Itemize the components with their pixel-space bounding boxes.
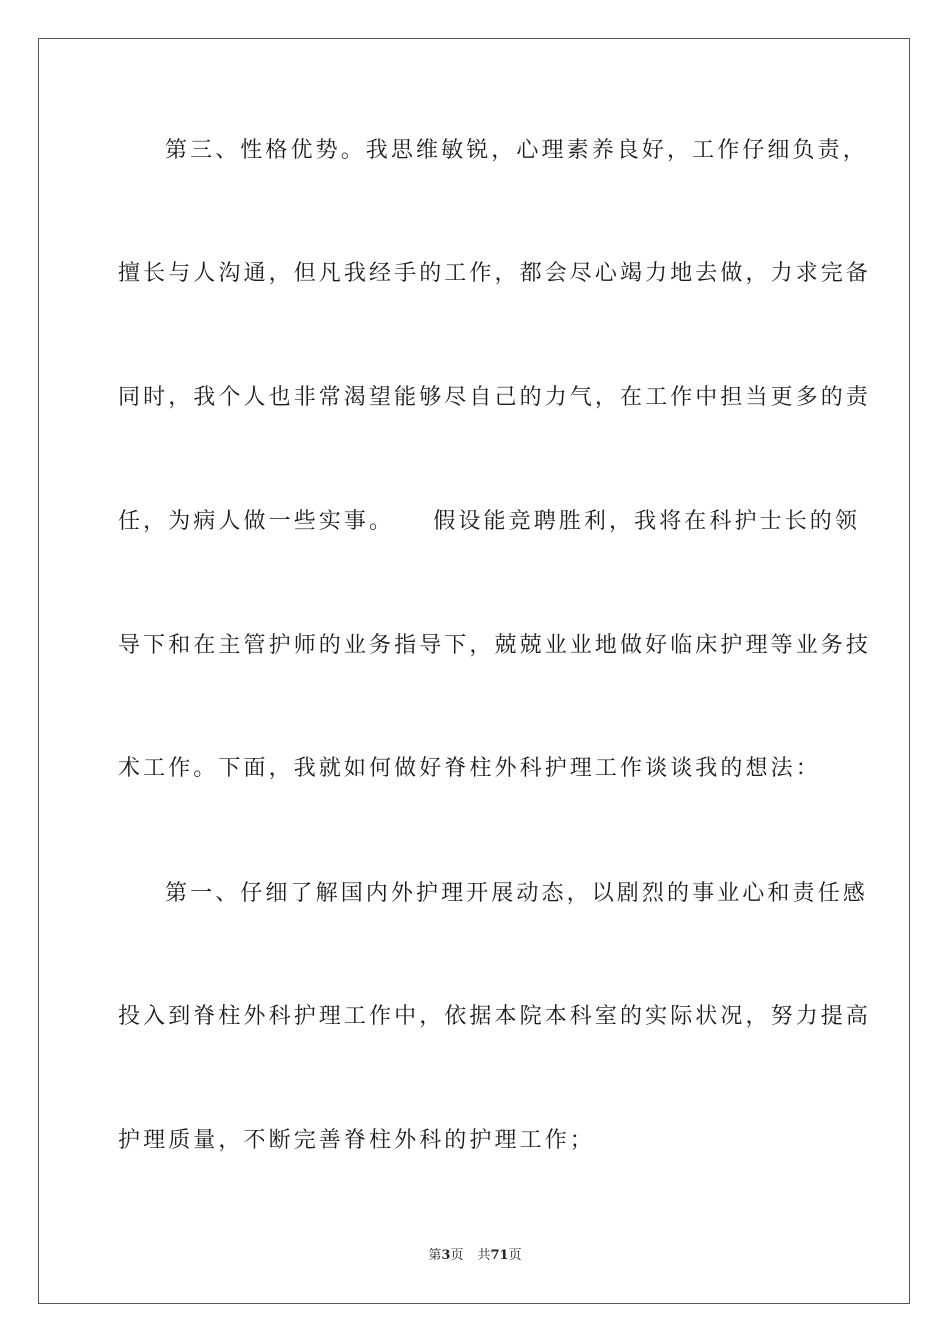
paragraph-2-line-1: 第一、仔细了解国内外护理开展动态，以剧烈的事业心和责任感 (165, 881, 868, 906)
page-suffix: 页 (450, 1248, 464, 1263)
total-prefix: 共 (477, 1248, 491, 1263)
paragraph-1-line-3: 同时，我个人也非常渴望能够尽自己的力气，在工作中担当更多的责 (118, 385, 872, 410)
paragraph-1-line-6: 术工作。下面，我就如何做好脊柱外科护理工作谈谈我的想法： (118, 756, 821, 781)
paragraph-2-line-3: 护理质量，不断完善脊柱外科的护理工作； (118, 1128, 595, 1153)
paragraph-1-line-2: 擅长与人沟通，但凡我经手的工作，都会尽心竭力地去做，力求完备 (118, 261, 872, 286)
page-number: 3 (441, 1248, 451, 1263)
paragraph-2-line-2: 投入到脊柱外科护理工作中，依据本院本科室的实际状况，努力提高 (118, 1004, 872, 1029)
paragraph-1-line-1: 第三、性格优势。我思维敏锐，心理素养良好，工作仔细负责， (165, 138, 868, 163)
page-label (428, 1248, 463, 1263)
total-suffix: 页 (508, 1248, 522, 1263)
total-pages: 71 (490, 1248, 509, 1263)
page-prefix: 第 (428, 1248, 442, 1263)
paragraph-1-line-4: 任，为病人做一些实事。 假设能竞聘胜利，我将在科护士长的领 (118, 509, 861, 534)
total-pages-label (477, 1248, 521, 1263)
paragraph-1-line-5: 导下和在主管护师的业务指导下，兢兢业业地做好临床护理等业务技 (118, 633, 872, 658)
page-footer (0, 1247, 950, 1265)
document-body (118, 0, 872, 1344)
